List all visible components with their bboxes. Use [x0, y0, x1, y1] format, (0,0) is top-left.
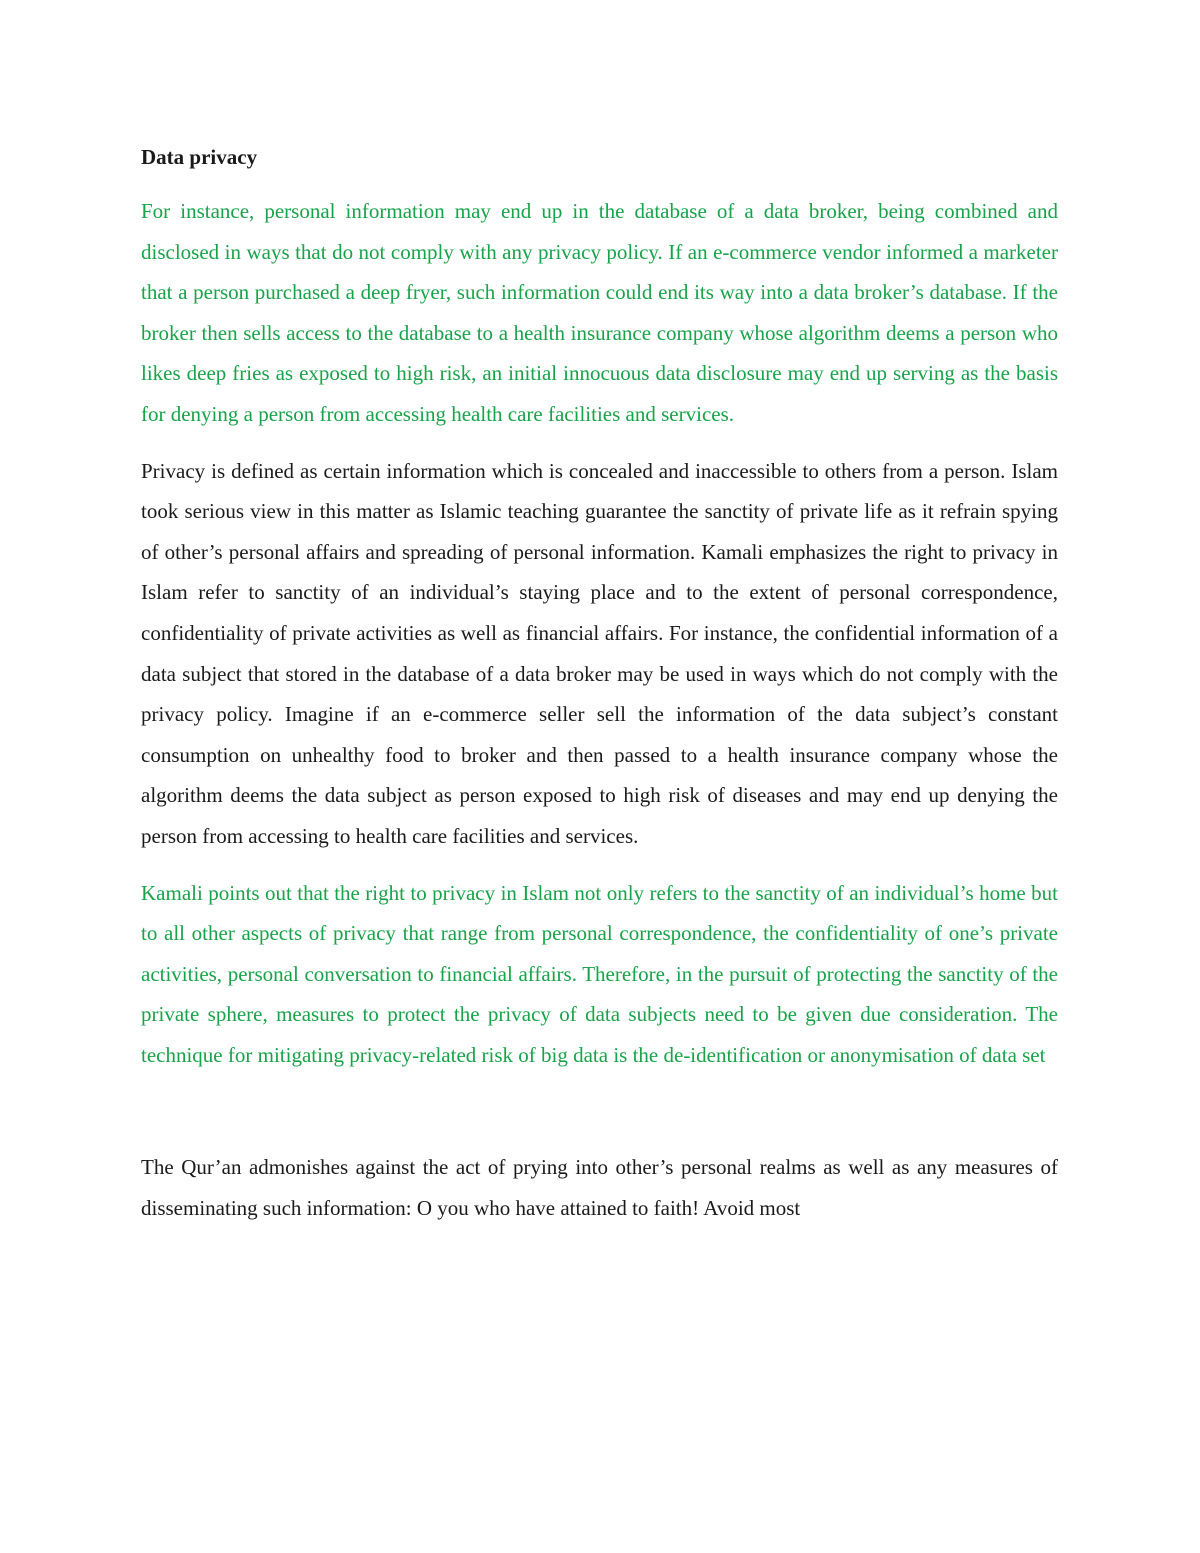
paragraph-privacy-definition: Privacy is defined as certain information which is concealed and inaccessible to others from a person. Islam took serious view in this matter as Islamic teaching guarantee the sanctity of private life as it refrain spying of other’s personal affairs and spreading of personal information. Kamali emphasizes the right to privacy in Islam refer to sanctity of an individual’s staying place and to the extent of personal correspondence, confidentiality of private activities as well as financial affairs. For instance, the confidential information of a data subject that stored in the database of a data broker may be used in ways which do not comply with the privacy policy. Imagine if an e-commerce seller sell the information of the data subject’s constant consumption on unhealthy food to broker and then passed to a health insurance company whose the algorithm deems the data subject as person exposed to high risk of diseases and may end up denying the person from accessing to health care facilities and services. — [141, 458, 1058, 848]
document-body — [141, 140, 1058, 1229]
paragraph-deep-fryer-example: For instance, personal information may end up in the database of a data broker, being combined and disclosed in ways that do not comply with any privacy policy. If an e-commerce vendor informed a marketer that a person purchased a deep fryer, such information could end its way into a data broker’s database. If the broker then sells access to the database to a health insurance company whose algorithm deems a person who likes deep fries as exposed to high risk, an initial innocuous data disclosure may end up serving as the basis for denying a person from accessing health care facilities and services. — [141, 199, 1058, 426]
section-heading: Data privacy — [141, 145, 258, 169]
paragraph-spacer — [141, 1075, 1058, 1147]
paragraph-quran-admonishes: The Qur’an admonishes against the act of prying into other’s personal realms as well as any measures of disseminating such information: O you who have attained to faith! Avoid most — [141, 1155, 1058, 1221]
paragraph-kamali-sanctity: Kamali points out that the right to privacy in Islam not only refers to the sanctity of an individual’s home but to all other aspects of privacy that range from personal correspondence, the confidentiality of one’s private activities, personal conversation to financial affairs. Therefore, in the pursuit of protecting the sanctity of the private sphere, measures to protect the privacy of data subjects need to be given due consideration. The technique for mitigating privacy-related risk of big data is the de-identification or anonymisation of data set — [141, 880, 1058, 1067]
